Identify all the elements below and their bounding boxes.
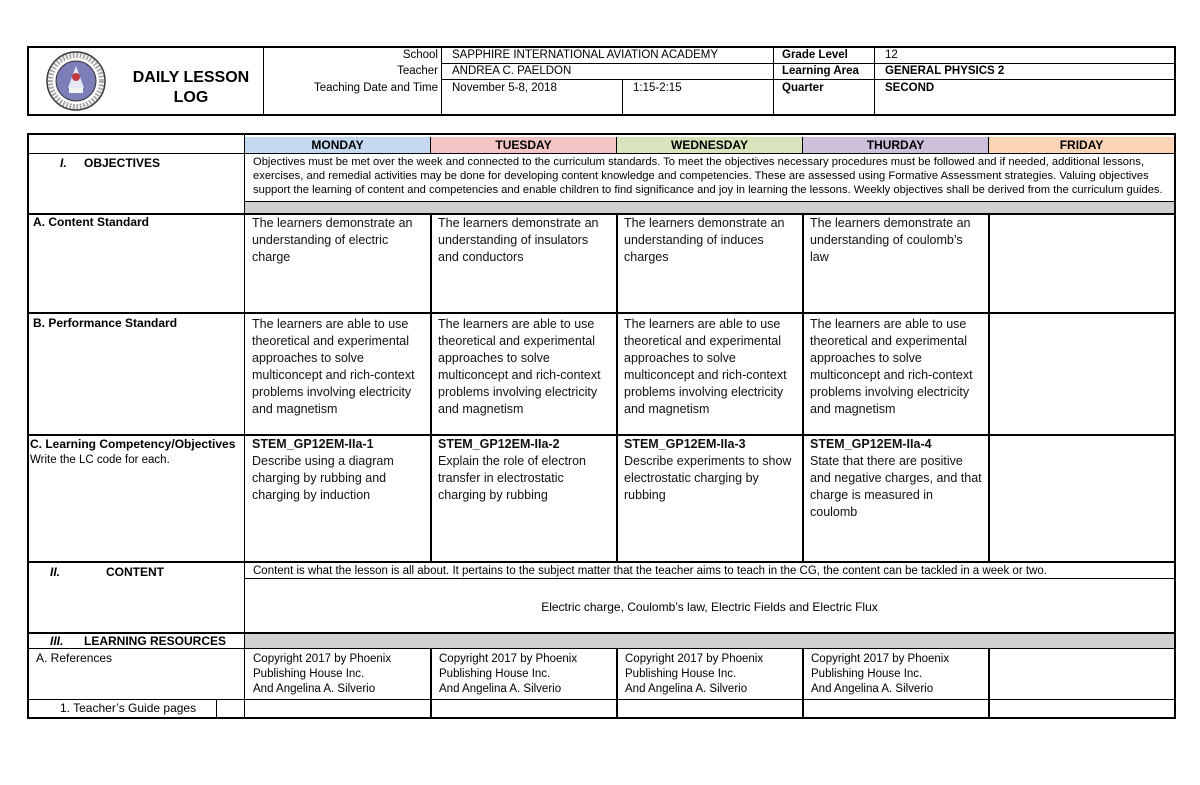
objectives-text: Objectives must be met over the week and connected to the curriculum standards. To meet the objectives necessary procedures must be followed and if needed, additional lessons, exercises, and remedial activities may be done for developing content knowledge and competencies. These are assessed using Formative Assessment strategies. Valuing objectives support the learning of content and competencies and enable children to find significance and joy in learning the lessons. Weekly objectives shall be derived from the curriculum guides. bbox=[253, 156, 1163, 196]
ref-line: And Angelina A. Silverio bbox=[811, 683, 934, 695]
resources-label: LEARNING RESOURCES bbox=[84, 634, 227, 648]
day-tuesday: TUESDAY bbox=[431, 137, 616, 153]
competency-label: C. Learning Competency/Objectives bbox=[30, 437, 236, 451]
performance-standard-label: B. Performance Standard bbox=[33, 316, 178, 330]
lc-code: STEM_GP12EM-IIa-2 bbox=[438, 437, 560, 451]
lc-code: STEM_GP12EM-IIa-4 bbox=[810, 437, 932, 451]
content-standard-thursday: The learners demonstrate an understanding of coulomb’s law bbox=[810, 216, 971, 264]
school-label: School bbox=[402, 49, 438, 61]
resources-gray-bar bbox=[245, 633, 1174, 648]
teacher-label: Teacher bbox=[397, 65, 438, 77]
performance-standard-friday bbox=[996, 316, 1168, 433]
lc-code: STEM_GP12EM-IIa-1 bbox=[252, 437, 374, 451]
ref-line: And Angelina A. Silverio bbox=[253, 683, 376, 695]
grade-value: 12 bbox=[885, 49, 898, 61]
content-label: CONTENT bbox=[106, 565, 164, 579]
teachers-guide-label: 1. Teacher’s Guide pages bbox=[60, 701, 197, 715]
date-label: Teaching Date and Time bbox=[313, 82, 438, 94]
lc-description: State that there are positive and negative charges, and that charge is measured in coulomb bbox=[810, 454, 982, 519]
time-value: 1:15-2:15 bbox=[633, 82, 682, 94]
quarter-label: Quarter bbox=[782, 82, 824, 94]
day-friday: FRIDAY bbox=[989, 137, 1174, 153]
competency-thursday bbox=[810, 436, 982, 521]
objectives-gray-bar bbox=[245, 202, 1174, 213]
document-title bbox=[120, 68, 262, 108]
ref-line: And Angelina A. Silverio bbox=[439, 683, 562, 695]
content-standard-monday: The learners demonstrate an understanding of electric charge bbox=[252, 216, 413, 264]
competency-tuesday bbox=[438, 436, 610, 504]
reference-tuesday bbox=[439, 652, 614, 697]
lc-description: Describe experiments to show electrostatic charging by rubbing bbox=[624, 454, 792, 502]
ref-line: Copyright 2017 by Phoenix bbox=[439, 653, 578, 665]
day-wednesday: WEDNESDAY bbox=[617, 137, 802, 153]
ref-line: Copyright 2017 by Phoenix bbox=[811, 653, 950, 665]
performance-standard-thursday: The learners are able to use theoretical and experimental approaches to solve multiconcept and rich-context problems involving electricity and magnetism bbox=[810, 317, 973, 416]
title-line-1: DAILY LESSON bbox=[132, 69, 250, 86]
area-label: Learning Area bbox=[782, 65, 859, 77]
school-value: SAPPHIRE INTERNATIONAL AVIATION ACADEMY bbox=[452, 49, 719, 61]
reference-monday bbox=[253, 652, 428, 697]
resources-number: III. bbox=[50, 634, 64, 648]
ref-line: Publishing House Inc. bbox=[625, 668, 737, 680]
competency-monday bbox=[252, 436, 424, 504]
content-standard-wednesday: The learners demonstrate an understanding of induces charges bbox=[624, 216, 785, 264]
ref-line: Copyright 2017 by Phoenix bbox=[253, 653, 392, 665]
day-monday: MONDAY bbox=[245, 137, 430, 153]
deped-seal-icon bbox=[34, 50, 118, 112]
area-value: GENERAL PHYSICS 2 bbox=[885, 65, 1005, 77]
content-number: II. bbox=[50, 565, 61, 579]
ref-line: Copyright 2017 by Phoenix bbox=[625, 653, 764, 665]
grade-label: Grade Level bbox=[782, 49, 848, 61]
ref-line: Publishing House Inc. bbox=[253, 668, 365, 680]
lc-description: Describe using a diagram charging by rubbing and charging by induction bbox=[252, 454, 394, 502]
references-label: A. References bbox=[36, 651, 113, 665]
performance-standard-wednesday: The learners are able to use theoretical and experimental approaches to solve multiconcept and rich-context problems involving electricity and magnetism bbox=[624, 317, 787, 416]
competency-sublabel: Write the LC code for each. bbox=[30, 454, 170, 466]
objectives-label: OBJECTIVES bbox=[84, 156, 161, 170]
reference-wednesday bbox=[625, 652, 800, 697]
content-standard-label: A. Content Standard bbox=[33, 215, 149, 229]
ref-line: Publishing House Inc. bbox=[811, 668, 923, 680]
content-standard-tuesday: The learners demonstrate an understanding of insulators and conductors bbox=[438, 216, 599, 264]
quarter-value: SECOND bbox=[885, 82, 935, 94]
day-thursday: THURDAY bbox=[803, 137, 988, 153]
content-topic: Electric charge, Coulomb’s law, Electric Fields and Electric Flux bbox=[541, 600, 878, 614]
objectives-number: I. bbox=[60, 156, 67, 170]
ref-line: And Angelina A. Silverio bbox=[625, 683, 748, 695]
content-description: Content is what the lesson is all about. It pertains to the subject matter that the teacher aims to teach in the CG, the content can be tackled in a week or two. bbox=[253, 565, 1047, 577]
lc-description: Explain the role of electron transfer in electrostatic charging by rubbing bbox=[438, 454, 587, 502]
ref-line: Publishing House Inc. bbox=[439, 668, 551, 680]
date-value: November 5-8, 2018 bbox=[452, 82, 557, 94]
reference-thursday bbox=[811, 652, 986, 697]
title-line-2: LOG bbox=[173, 89, 209, 106]
competency-wednesday bbox=[624, 436, 796, 504]
performance-standard-tuesday: The learners are able to use theoretical and experimental approaches to solve multiconcept and rich-context problems involving electricity and magnetism bbox=[438, 317, 601, 416]
teacher-value: ANDREA C. PAELDON bbox=[452, 65, 572, 77]
lc-code: STEM_GP12EM-IIa-3 bbox=[624, 437, 746, 451]
performance-standard-monday: The learners are able to use theoretical and experimental approaches to solve multiconcept and rich-context problems involving electricity and magnetism bbox=[252, 317, 415, 416]
